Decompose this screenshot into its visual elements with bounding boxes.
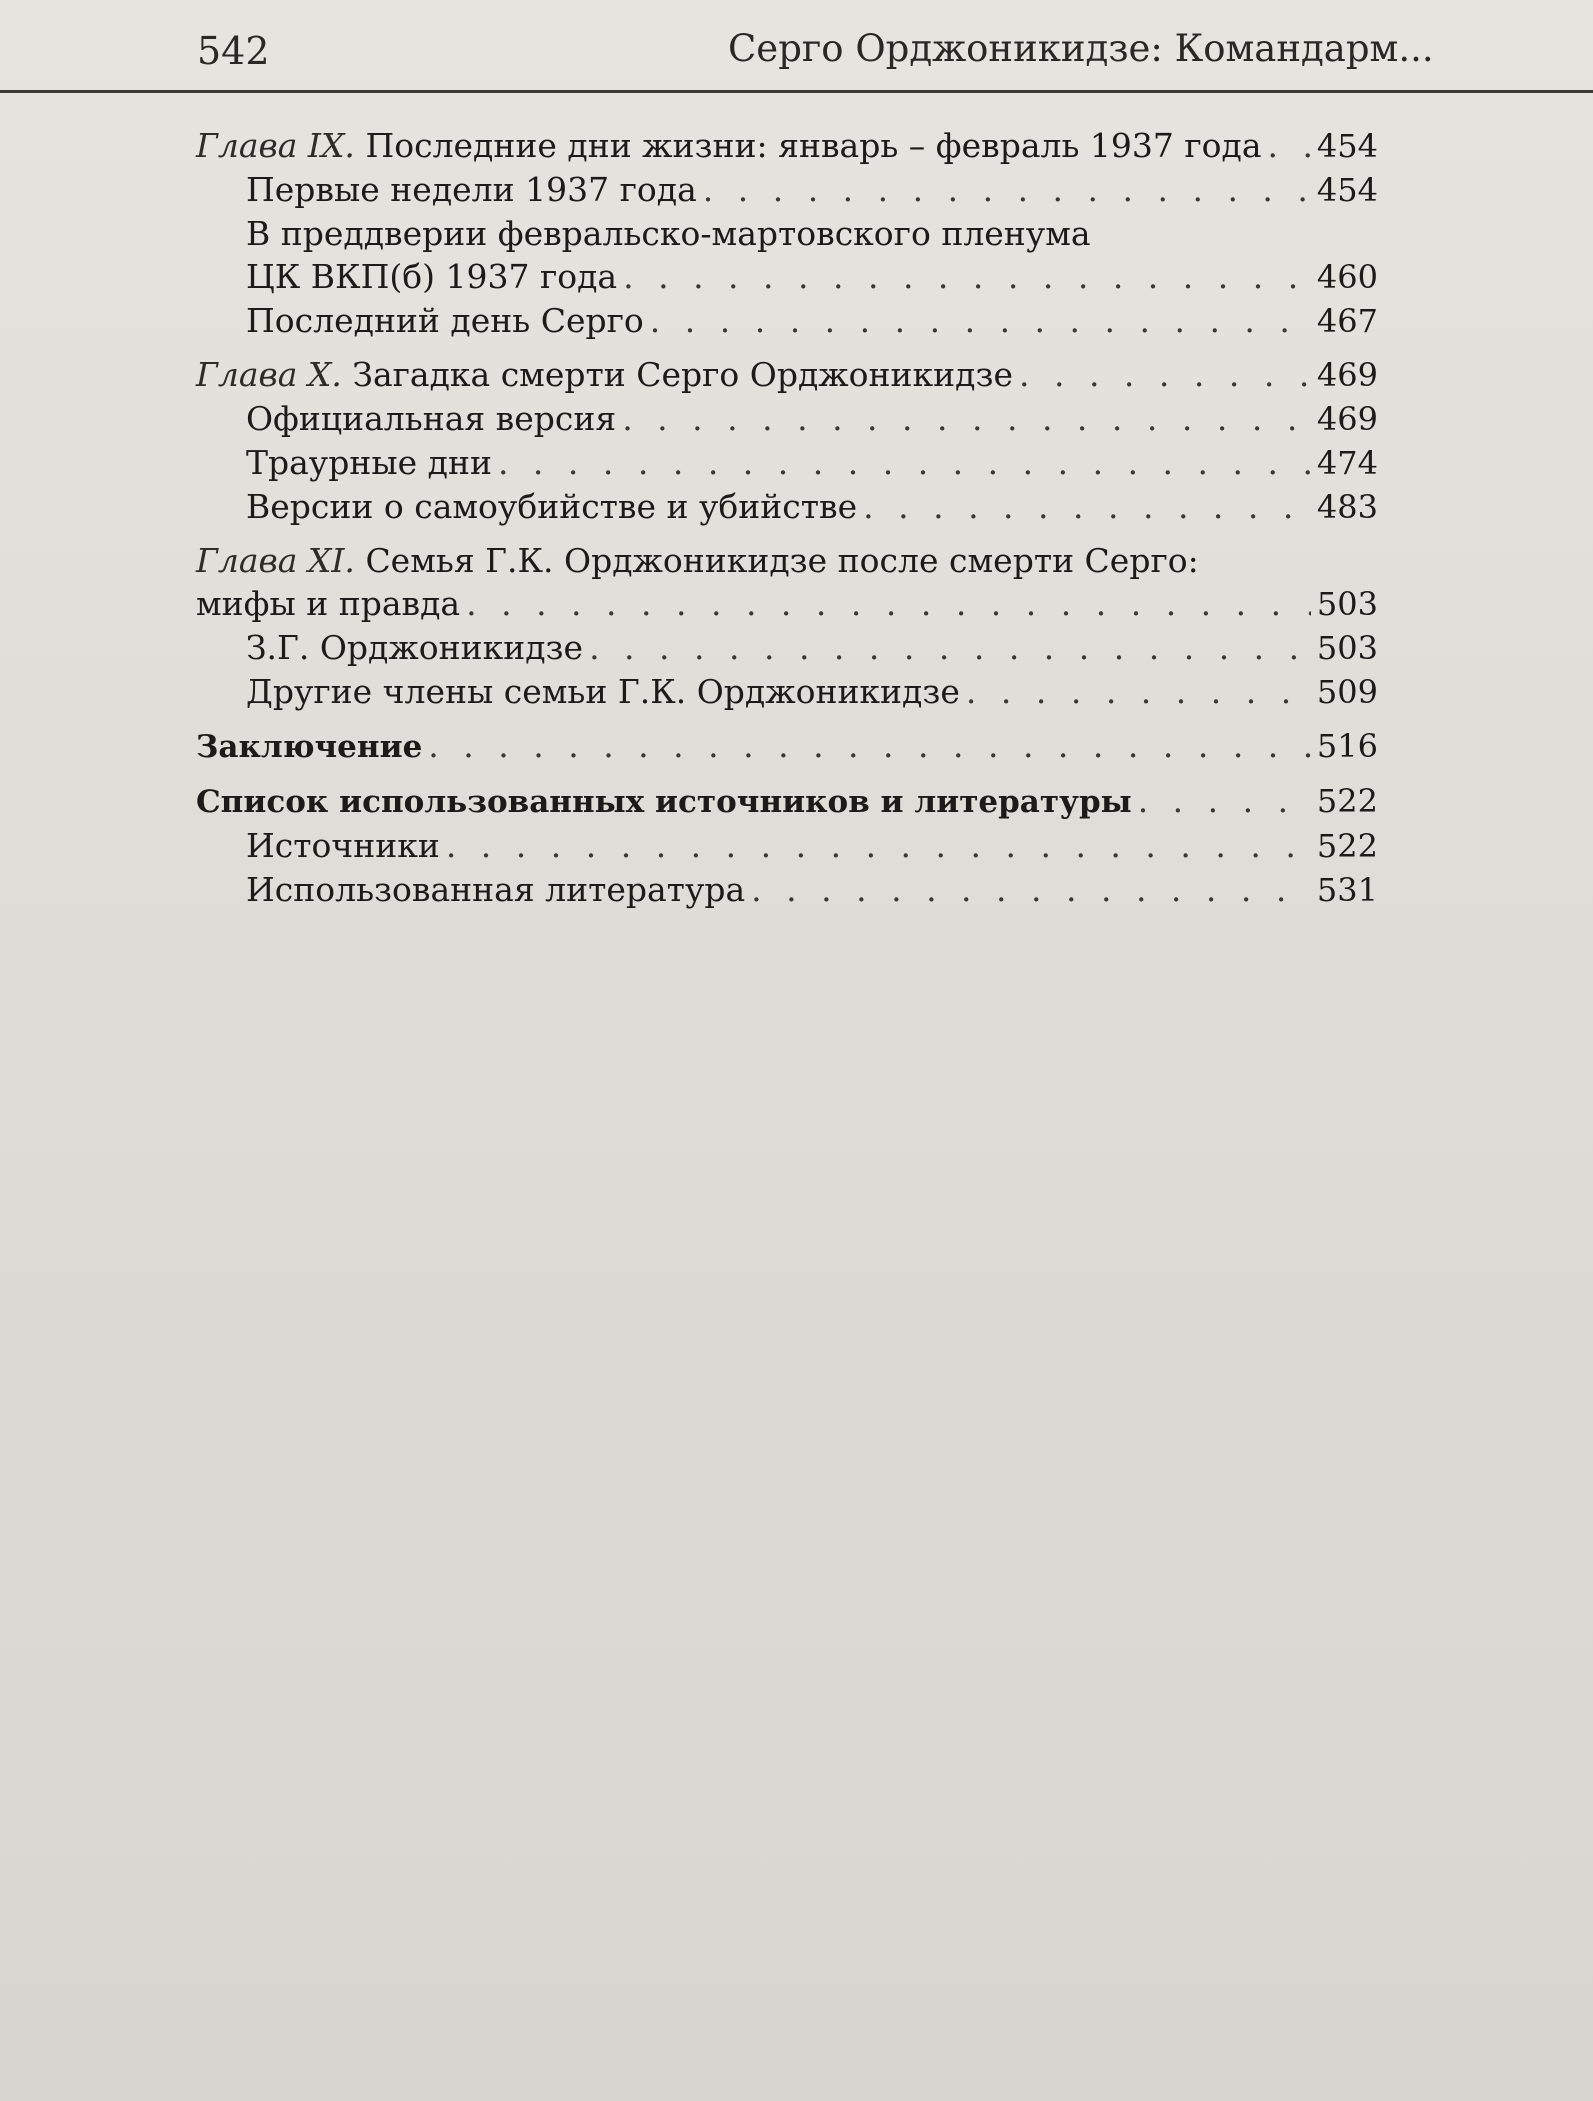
toc-entry-chapter-9[interactable]: [196, 124, 1378, 168]
toc-page-ref: 454: [1316, 171, 1378, 209]
toc-page-ref: 474: [1316, 444, 1378, 482]
toc-entry-section[interactable]: [196, 824, 1378, 868]
toc-entry-section[interactable]: [196, 485, 1378, 529]
table-of-contents: [196, 124, 1378, 912]
dot-leader: [589, 626, 1311, 669]
dot-leader: [446, 824, 1311, 867]
toc-entry-sources[interactable]: [196, 779, 1378, 824]
section-title: Последний день Серго: [246, 301, 644, 340]
page-number: 542: [197, 29, 270, 73]
section-title: Версии о самоубийстве и убийстве: [246, 487, 858, 526]
section-title: Источники: [246, 826, 440, 865]
dot-leader: [1138, 779, 1311, 822]
section-title: Траурные дни: [246, 443, 492, 482]
section-title: Другие члены семьи Г.К. Орджоникидзе: [246, 672, 960, 711]
toc-entry-chapter-11-line[interactable]: [196, 539, 1378, 582]
header-rule: [0, 90, 1593, 93]
running-title: Серго Орджоникидзе: Командарм...: [728, 27, 1434, 70]
dot-leader: [428, 724, 1311, 767]
dot-leader: [1268, 124, 1311, 167]
toc-page-ref: 467: [1316, 302, 1378, 340]
section-title: Использованная литература: [246, 870, 746, 909]
section-title: Первые недели 1937 года: [246, 170, 697, 209]
dot-leader: [863, 485, 1311, 528]
chapter-label: Глава IX.: [196, 126, 355, 165]
page-header: [0, 0, 1593, 92]
sources-title: Список использованных источников и литературы: [196, 784, 1132, 820]
section-title-line[interactable]: В преддверии февральско-мартовского пленума: [246, 214, 1091, 253]
dot-leader: [623, 255, 1311, 298]
toc-entry-section[interactable]: [196, 168, 1378, 212]
toc-page-ref: 522: [1316, 782, 1378, 820]
section-title: З.Г. Орджоникидзе: [246, 628, 584, 667]
chapter-title: мифы и правда: [196, 584, 461, 623]
toc-page-ref: 531: [1316, 871, 1378, 909]
toc-entry-title: [196, 124, 1262, 167]
dot-leader: [466, 582, 1311, 625]
section-title: ЦК ВКП(б) 1937 года: [246, 257, 618, 296]
toc-entry-chapter-11[interactable]: [196, 582, 1378, 626]
chapter-title: Загадка смерти Серго Орджоникидзе: [352, 355, 1013, 394]
dot-leader: [966, 670, 1311, 713]
toc-page-ref: 469: [1316, 400, 1378, 438]
toc-page-ref: 460: [1316, 258, 1378, 296]
conclusion-title: Заключение: [196, 729, 423, 765]
dot-leader: [751, 868, 1311, 911]
chapter-label: Глава XI.: [196, 541, 355, 580]
toc-page-ref: 509: [1316, 673, 1378, 711]
dot-leader: [650, 299, 1311, 342]
dot-leader: [498, 441, 1311, 484]
toc-entry-section[interactable]: [196, 255, 1378, 299]
toc-entry-section[interactable]: [196, 670, 1378, 714]
toc-entry-section[interactable]: [196, 626, 1378, 670]
dot-leader: [1019, 353, 1311, 396]
toc-page-ref: 516: [1316, 727, 1378, 765]
toc-entry-section[interactable]: [196, 441, 1378, 485]
toc-entry-chapter-10[interactable]: [196, 353, 1378, 397]
toc-entry-title: [196, 353, 1013, 396]
toc-page-ref: 469: [1316, 356, 1378, 394]
dot-leader: [622, 397, 1311, 440]
toc-page-ref: 503: [1316, 629, 1378, 667]
toc-page-ref: 522: [1316, 827, 1378, 865]
toc-page-ref: 454: [1316, 127, 1378, 165]
toc-entry-section[interactable]: [196, 299, 1378, 343]
chapter-label: Глава X.: [196, 355, 342, 394]
toc-page-ref: 503: [1316, 585, 1378, 623]
toc-page-ref: 483: [1316, 488, 1378, 526]
chapter-title: Семья Г.К. Орджоникидзе после смерти Серго:: [365, 541, 1199, 580]
toc-entry-section[interactable]: [196, 397, 1378, 441]
section-title: Официальная версия: [246, 399, 617, 438]
dot-leader: [703, 168, 1311, 211]
toc-entry-conclusion[interactable]: [196, 724, 1378, 769]
toc-entry-section[interactable]: [196, 868, 1378, 912]
chapter-title: Последние дни жизни: январь – февраль 1937 года: [365, 126, 1262, 165]
